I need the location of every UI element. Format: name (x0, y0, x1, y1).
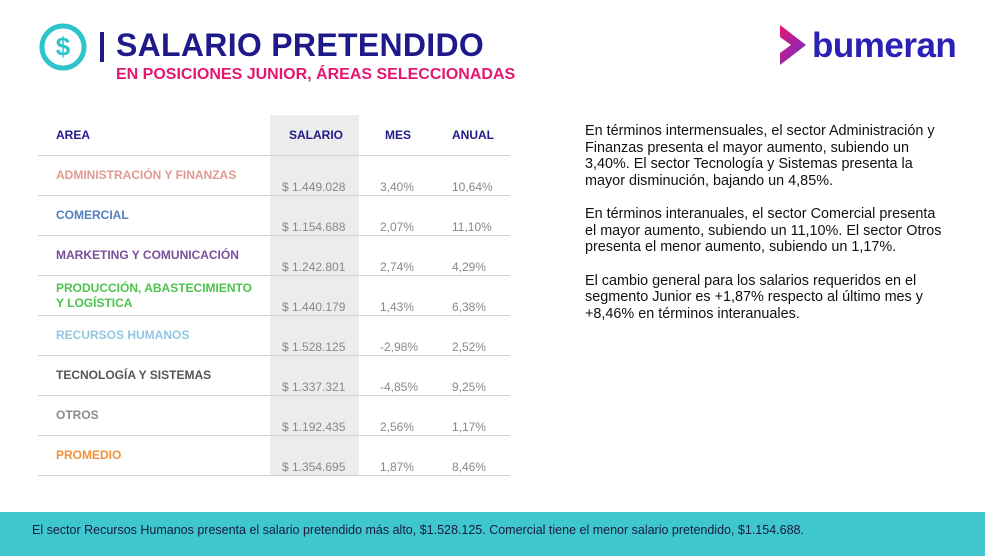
table-row (38, 276, 510, 316)
footer-text: El sector Recursos Humanos presenta el salario pretendido más alto, $1.528.125. Comercial tiene el menor salario pretendido, $1.154.688. (32, 523, 804, 537)
svg-text:$: $ (55, 31, 71, 62)
salary-value: $ 1.154.688 (282, 220, 346, 234)
table-row (38, 196, 510, 236)
area-label: COMERCIAL (56, 208, 129, 222)
yearly-change: 9,25% (452, 380, 487, 394)
area-label: RECURSOS HUMANOS (56, 328, 190, 342)
page-title: SALARIO PRETENDIDO (116, 27, 485, 63)
area-label: PRODUCCIÓN, ABASTECIMIENTO Y LOGÍSTICA (56, 281, 253, 310)
monthly-change: -2,98% (380, 340, 419, 354)
title-divider (100, 32, 104, 62)
monthly-change: 2,07% (380, 220, 415, 234)
table-body (38, 156, 510, 476)
area-label: OTROS (56, 408, 99, 422)
yearly-change: 4,29% (452, 260, 487, 274)
table-row (38, 436, 510, 476)
header-salario: SALARIO (289, 128, 343, 142)
table-row (38, 396, 510, 436)
yearly-change: 8,46% (452, 460, 487, 474)
area-label: ADMINISTRACIÓN Y FINANZAS (56, 168, 237, 182)
table-row (38, 236, 510, 276)
paragraph-monthly: En términos intermensuales, el sector Administración y Finanzas presenta el mayor aumento, subiendo un 3,40%. El sector Tecnología y Sistemas presenta la mayor disminución, bajando un 4,85%. (585, 123, 935, 189)
salary-table (38, 115, 510, 476)
monthly-change: 1,43% (380, 300, 415, 314)
salary-value: $ 1.449.028 (282, 180, 346, 194)
area-label: TECNOLOGÍA Y SISTEMAS (56, 368, 212, 382)
page-subtitle: EN POSICIONES JUNIOR, ÁREAS SELECCIONADAS (116, 66, 516, 83)
logo-wordmark: bumeran (812, 25, 957, 65)
table-row (38, 156, 510, 196)
paragraph-general: El cambio general para los salarios requeridos en el segmento Junior es +1,87% respecto al último mes y +8,46% en términos interanuales. (585, 272, 923, 322)
header-anual: ANUAL (452, 128, 494, 142)
yearly-change: 1,17% (452, 420, 487, 434)
monthly-change: 2,74% (380, 260, 415, 274)
salary-value: $ 1.354.695 (282, 460, 346, 474)
table-header (38, 115, 510, 156)
yearly-change: 6,38% (452, 300, 487, 314)
table-row (38, 356, 510, 396)
salary-value: $ 1.528.125 (282, 340, 346, 354)
salary-value: $ 1.242.801 (282, 260, 346, 274)
paragraph-yearly: En términos interanuales, el sector Comercial presenta el mayor aumento, subiendo un 11,10%. El sector Otros presenta el menor aumento, subiendo un 1,17%. (585, 206, 942, 255)
table-row (38, 316, 510, 356)
monthly-change: 1,87% (380, 460, 415, 474)
area-label: PROMEDIO (56, 448, 122, 462)
monthly-change: 2,56% (380, 420, 415, 434)
area-label: MARKETING Y COMUNICACIÓN (56, 248, 239, 262)
salary-value: $ 1.440.179 (282, 300, 346, 314)
monthly-change: 3,40% (380, 180, 415, 194)
yearly-change: 2,52% (452, 340, 487, 354)
yearly-change: 11,10% (452, 220, 492, 234)
yearly-change: 10,64% (452, 180, 493, 194)
salary-value: $ 1.192.435 (282, 420, 346, 434)
salary-value: $ 1.337.321 (282, 380, 346, 394)
analysis-text (585, 123, 950, 339)
header-mes: MES (385, 128, 412, 142)
dollar-circle-icon (38, 22, 88, 72)
bumeran-logo-icon (778, 23, 808, 67)
bumeran-logo (778, 22, 956, 68)
monthly-change: -4,85% (380, 380, 419, 394)
header-area: AREA (56, 128, 91, 142)
footer-banner (0, 512, 985, 556)
